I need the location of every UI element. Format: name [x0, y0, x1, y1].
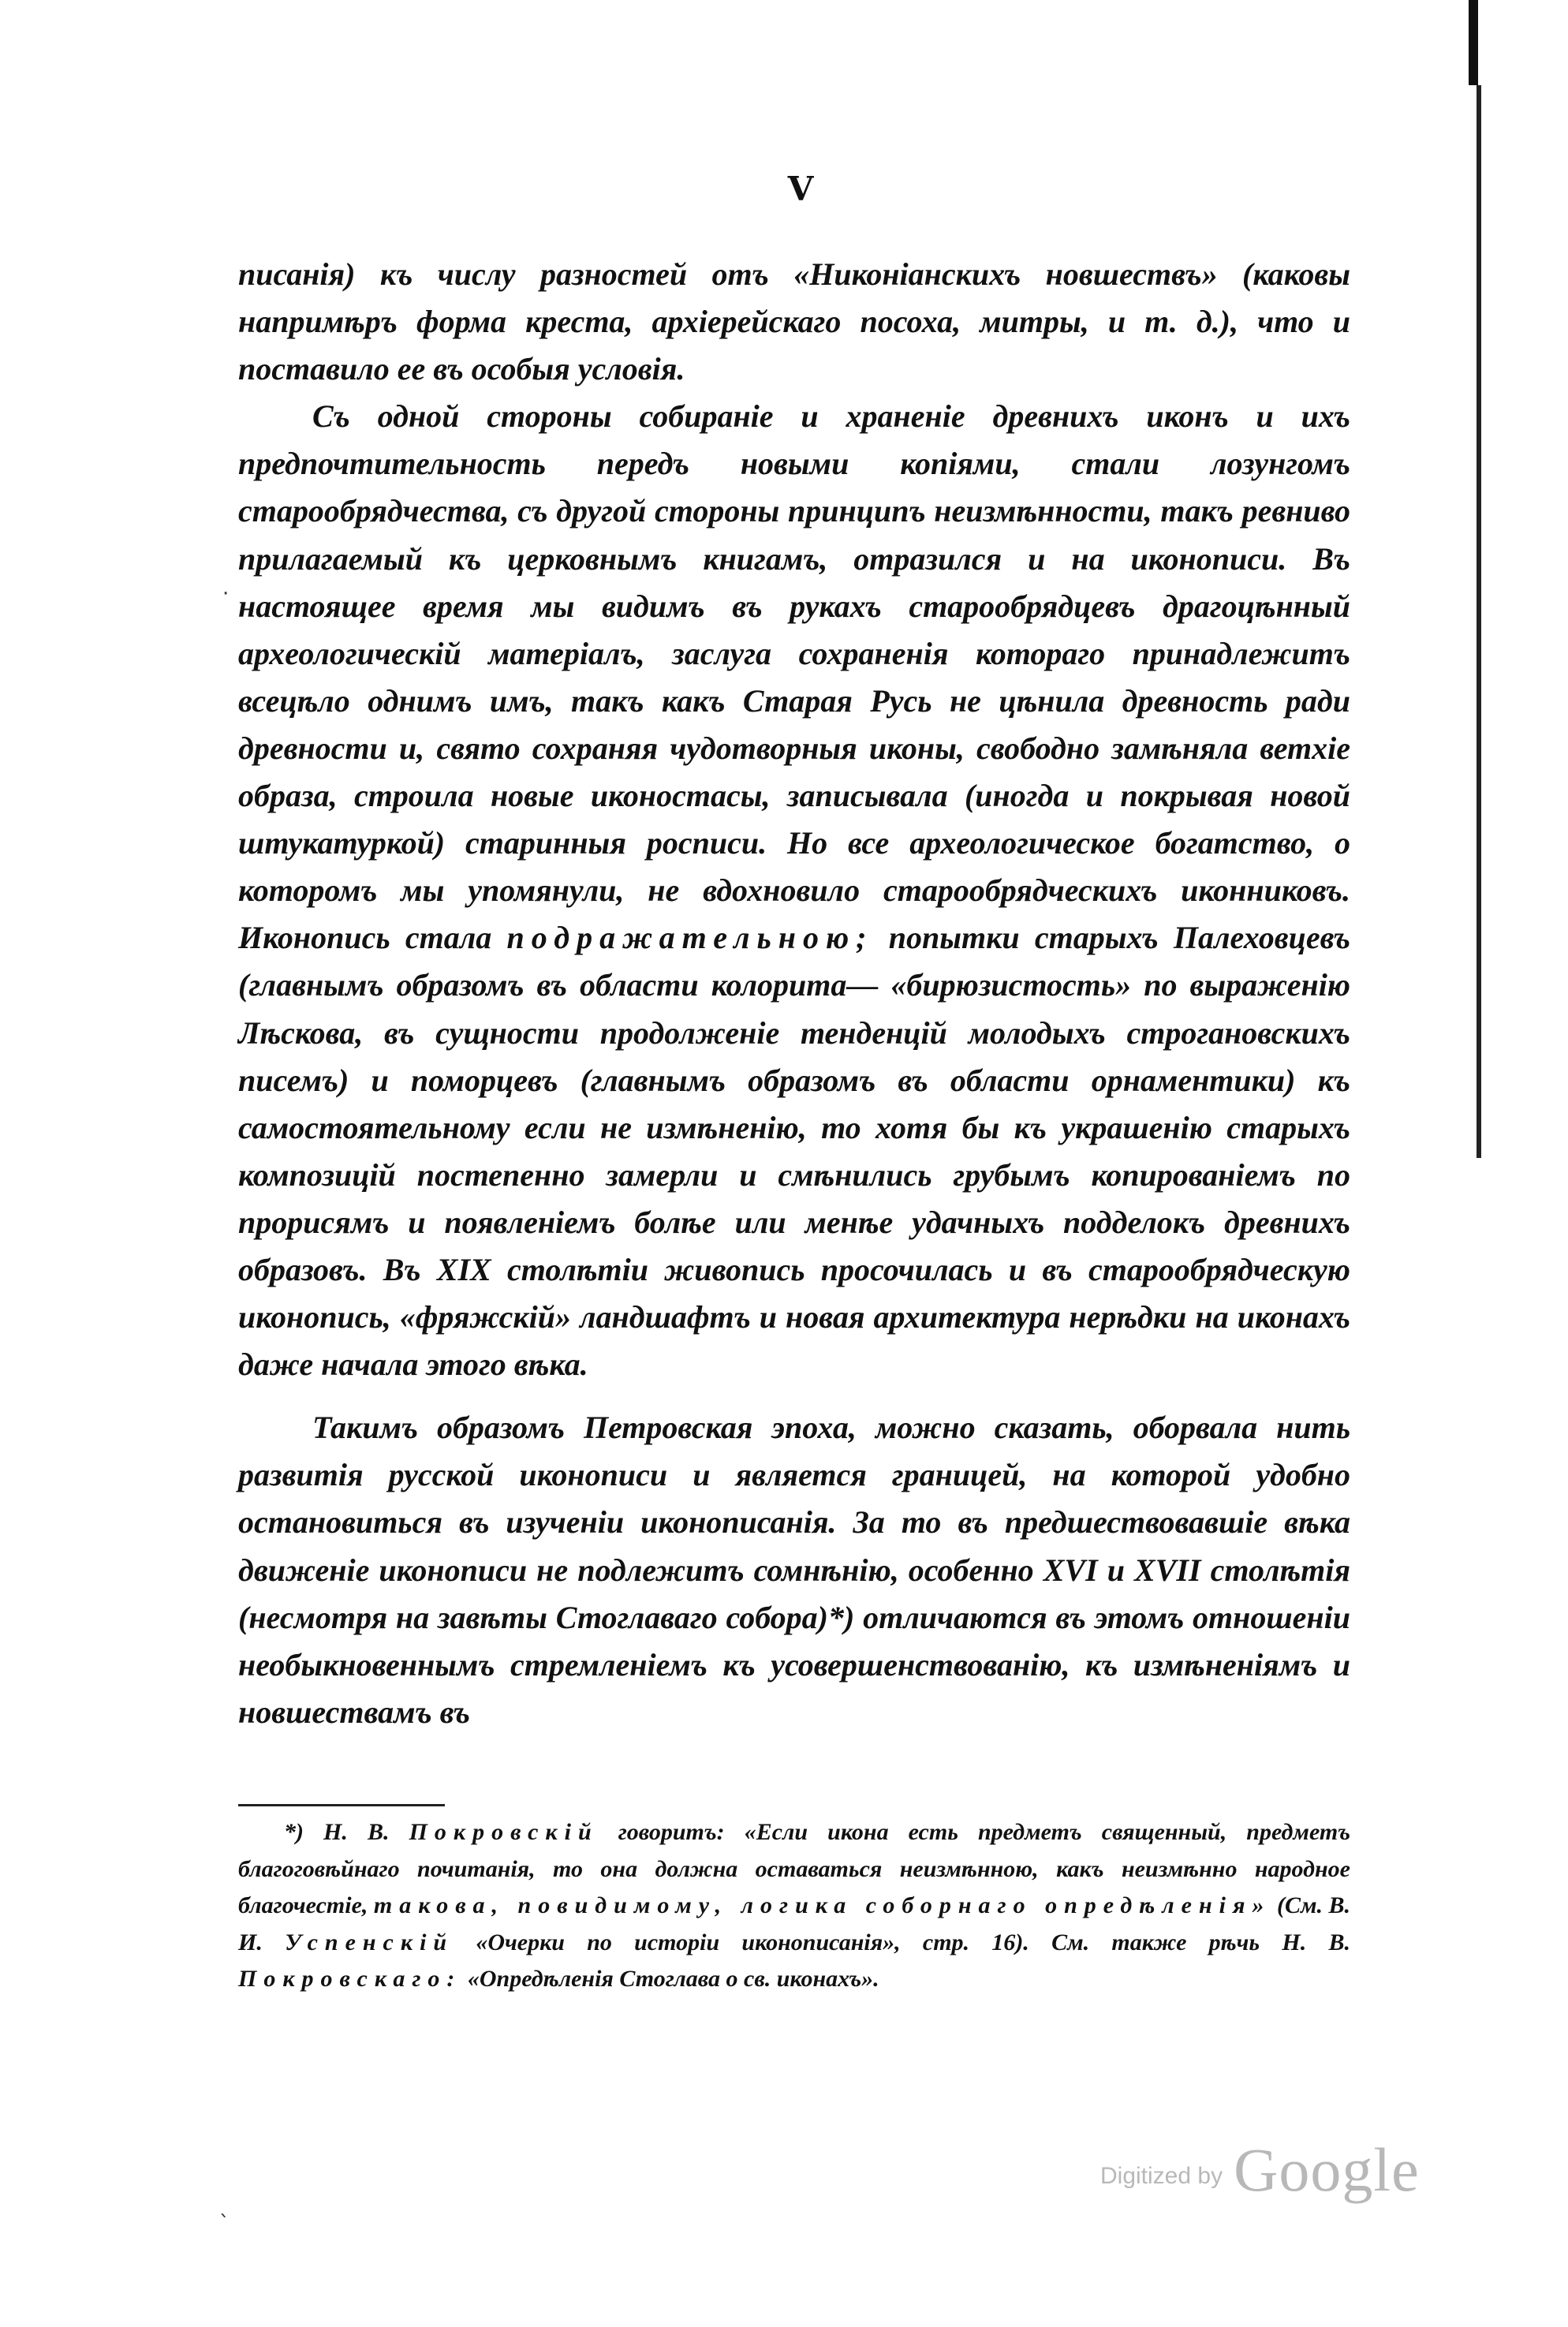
scan-edge-mark — [1469, 0, 1478, 85]
spaced-emphasis: подражательною; — [506, 920, 874, 956]
main-text — [238, 251, 1350, 1736]
footnote-text-3: «Очерки по исторіи иконописанія», стр. 16). См. также рѣчь Н. В. — [476, 1929, 1351, 1955]
footnote-author: Покровскій — [409, 1819, 599, 1845]
footnote-text-2: (См. В. И. — [238, 1892, 1351, 1955]
footnote-text-4: «Опредѣленія Стоглава о св. иконахъ». — [467, 1966, 879, 1992]
paragraph-1: писанія) къ числу разностей отъ «Никоніанскихъ новшествъ» (каковы напримѣръ форма креста, архіерейскаго посоха, митры, и т. д.), что и поставило ее въ особыя условія. — [238, 256, 1350, 387]
scan-speck: ˎ — [219, 2194, 230, 2218]
watermark-google-logo: Google — [1234, 2135, 1420, 2204]
digitized-watermark — [1100, 2130, 1432, 2204]
paragraph-3: Такимъ образомъ Петровская эпоха, можно сказать, оборвала нить развитія русской иконописи и является границей, на которой удобно остановиться въ изученіи иконописанія. За то въ предшествовавшіе вѣка движеніе иконописи не подлежитъ сомнѣнію, особенно XVI и XVII столѣтія (несмотря на завѣты Стоглаваго собора)*) отличаются въ этомъ отношеніи необыкновеннымъ стремленіемъ къ усовершенствованію, къ измѣненіямъ и новшествамъ въ — [238, 1410, 1350, 1730]
footnote-divider — [238, 1804, 445, 1806]
watermark-digitized-label: Digitized by — [1100, 2163, 1223, 2189]
footnote-author-3: Покровскаго: — [238, 1966, 462, 1992]
footnote-mark: *) Н. В. — [284, 1819, 390, 1845]
footnote — [238, 1814, 1350, 1998]
page-number: V — [787, 170, 814, 208]
paragraph-2 — [238, 393, 1350, 1388]
scan-speck: · — [222, 582, 230, 606]
footnote-author-2: Успенскій — [285, 1929, 454, 1955]
scan-edge-mark-lower — [1477, 85, 1481, 1158]
paragraph-2-rest: попытки старыхъ Палеховцевъ (главнымъ образомъ въ области колорита— «бирюзистость» по выраженію Лѣскова, въ сущности продолженіе тенденцій молодыхъ строгановскихъ писемъ) и поморцевъ (главнымъ образомъ въ области орнаментики) къ самостоятельному если не измѣненію, то хотя бы къ украшенію старыхъ композицій постепенно замерли и смѣнились грубымъ копированіемъ по прорисямъ и появленіемъ болѣе или менѣе удачныхъ подделокъ древнихъ образовъ. Въ XIX столѣтіи живопись просочилась и въ старообрядческую иконопись, «фряжскій» ландшафтъ и новая архитектура нерѣдки на иконахъ даже начала этого вѣка. — [238, 920, 1350, 1383]
footnote-spaced-quote: такова, повидимому, логика соборнаго опредѣленія» — [373, 1892, 1271, 1918]
footnote-text-1: говоритъ: «Если икона есть предметъ священный, предметъ благоговѣйнаго почитанія, то она должна оставаться неизмѣнною, какъ неизмѣнно народное благочестіе, — [238, 1819, 1351, 1918]
paragraph-2-text: Съ одной стороны собираніе и храненіе древнихъ иконъ и ихъ предпочтительность передъ новыми копіями, стали лозунгомъ старообрядчества, съ другой стороны принципъ неизмѣнности, такъ ревниво прилагаемый къ церковнымъ книгамъ, отразился и на иконописи. Въ настоящее время мы видимъ въ рукахъ старообрядцевъ драгоцѣнный археологическій матеріалъ, заслуга сохраненія котораго принадлежитъ всецѣло однимъ имъ, такъ какъ Старая Русь не цѣнила древность ради древности и, свято сохраняя чудотворныя иконы, свободно замѣняла ветхіе образа, строила новые иконостасы, записывала (иногда и покрывая новой штукатуркой) старинныя росписи. Но все археологическое богатство, о которомъ мы упомянули, не вдохновило старообрядческихъ иконниковъ. Иконопись стала — [238, 398, 1350, 956]
